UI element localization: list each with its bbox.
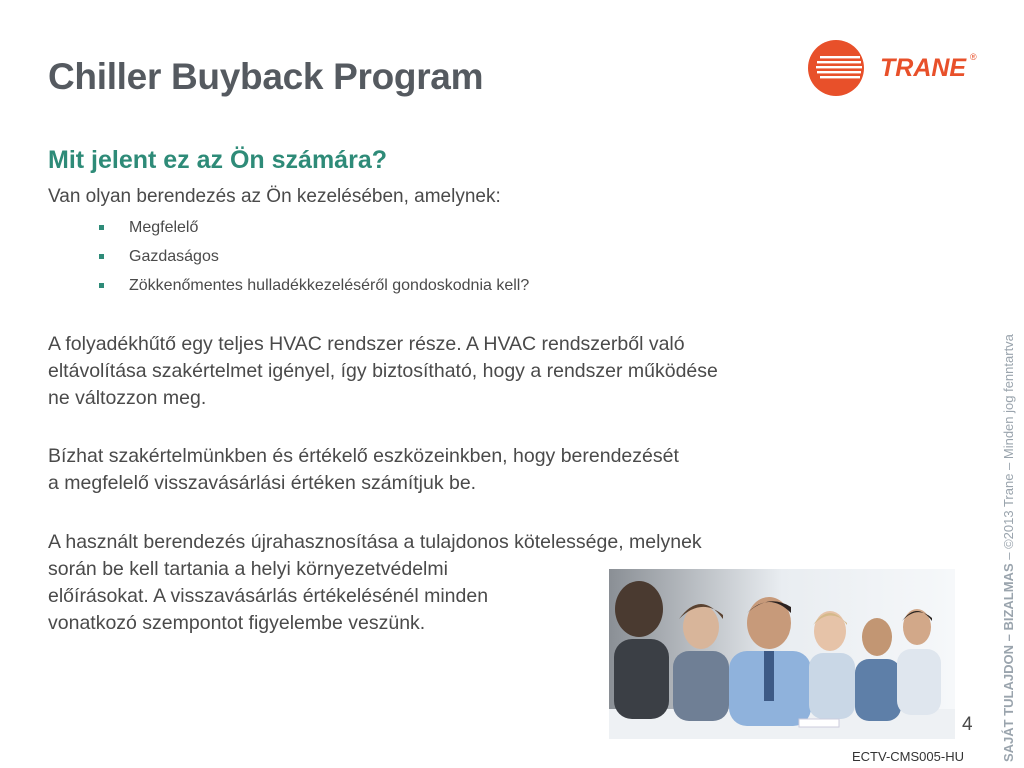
subtitle: Mit jelent ez az Ön számára?	[48, 146, 387, 174]
paragraph-line: Bízhat szakértelmünkben és értékelő eszközeinkben, hogy berendezését	[48, 445, 679, 467]
paragraph-line: a megfelelő visszavásárlási értéken számítjuk be.	[48, 472, 477, 494]
paragraph-recycling	[48, 529, 702, 637]
trane-logo-icon	[806, 38, 978, 98]
paragraph-expertise	[48, 443, 679, 497]
bullet-text: Megfelelő	[129, 219, 199, 236]
paragraph-line: A használt berendezés újrahasznosítása a tulajdonos kötelessége, melynek	[48, 531, 702, 553]
paragraph-line: vonatkozó szempontot figyelembe veszünk.	[48, 612, 426, 634]
bullet-list	[96, 218, 529, 305]
vertical-copyright-note	[1001, 240, 1016, 762]
paragraph-line: előírásokat. A visszavásárlás értékelésénél minden	[48, 585, 489, 607]
bullet-item	[96, 276, 529, 305]
business-meeting-photo	[609, 569, 955, 739]
square-bullet-icon	[99, 283, 104, 288]
logo-registered-mark: ®	[970, 52, 977, 62]
lead-text: Van olyan berendezés az Ön kezelésében, amelynek:	[48, 186, 501, 207]
slide-title: Chiller Buyback Program	[48, 56, 484, 97]
copyright-text: – ©2013 Trane – Minden jog fenntartva	[1001, 334, 1016, 564]
bullet-item	[96, 218, 529, 247]
bullet-item	[96, 247, 529, 276]
bullet-text: Zökkenőmentes hulladékkezeléséről gondoskodnia kell?	[129, 277, 530, 294]
paragraph-hvac	[48, 331, 718, 412]
trane-logo	[806, 38, 978, 98]
paragraph-line: eltávolítása szakértelmet igényel, így biztosítható, hogy a rendszer működése	[48, 360, 718, 382]
square-bullet-icon	[99, 254, 104, 259]
confidential-label: SAJÁT TULAJDON – BIZALMAS	[1001, 563, 1016, 762]
logo-text: TRANE	[880, 54, 967, 82]
paragraph-line: A folyadékhűtő egy teljes HVAC rendszer része. A HVAC rendszerből való	[48, 333, 685, 355]
paragraph-line: ne változzon meg.	[48, 387, 207, 409]
bullet-text: Gazdaságos	[129, 248, 219, 265]
square-bullet-icon	[99, 225, 104, 230]
footer-code: ECTV-CMS005-HU	[852, 749, 964, 764]
paragraph-line: során be kell tartania a helyi környezetvédelmi	[48, 558, 448, 580]
page-number: 4	[962, 714, 973, 735]
